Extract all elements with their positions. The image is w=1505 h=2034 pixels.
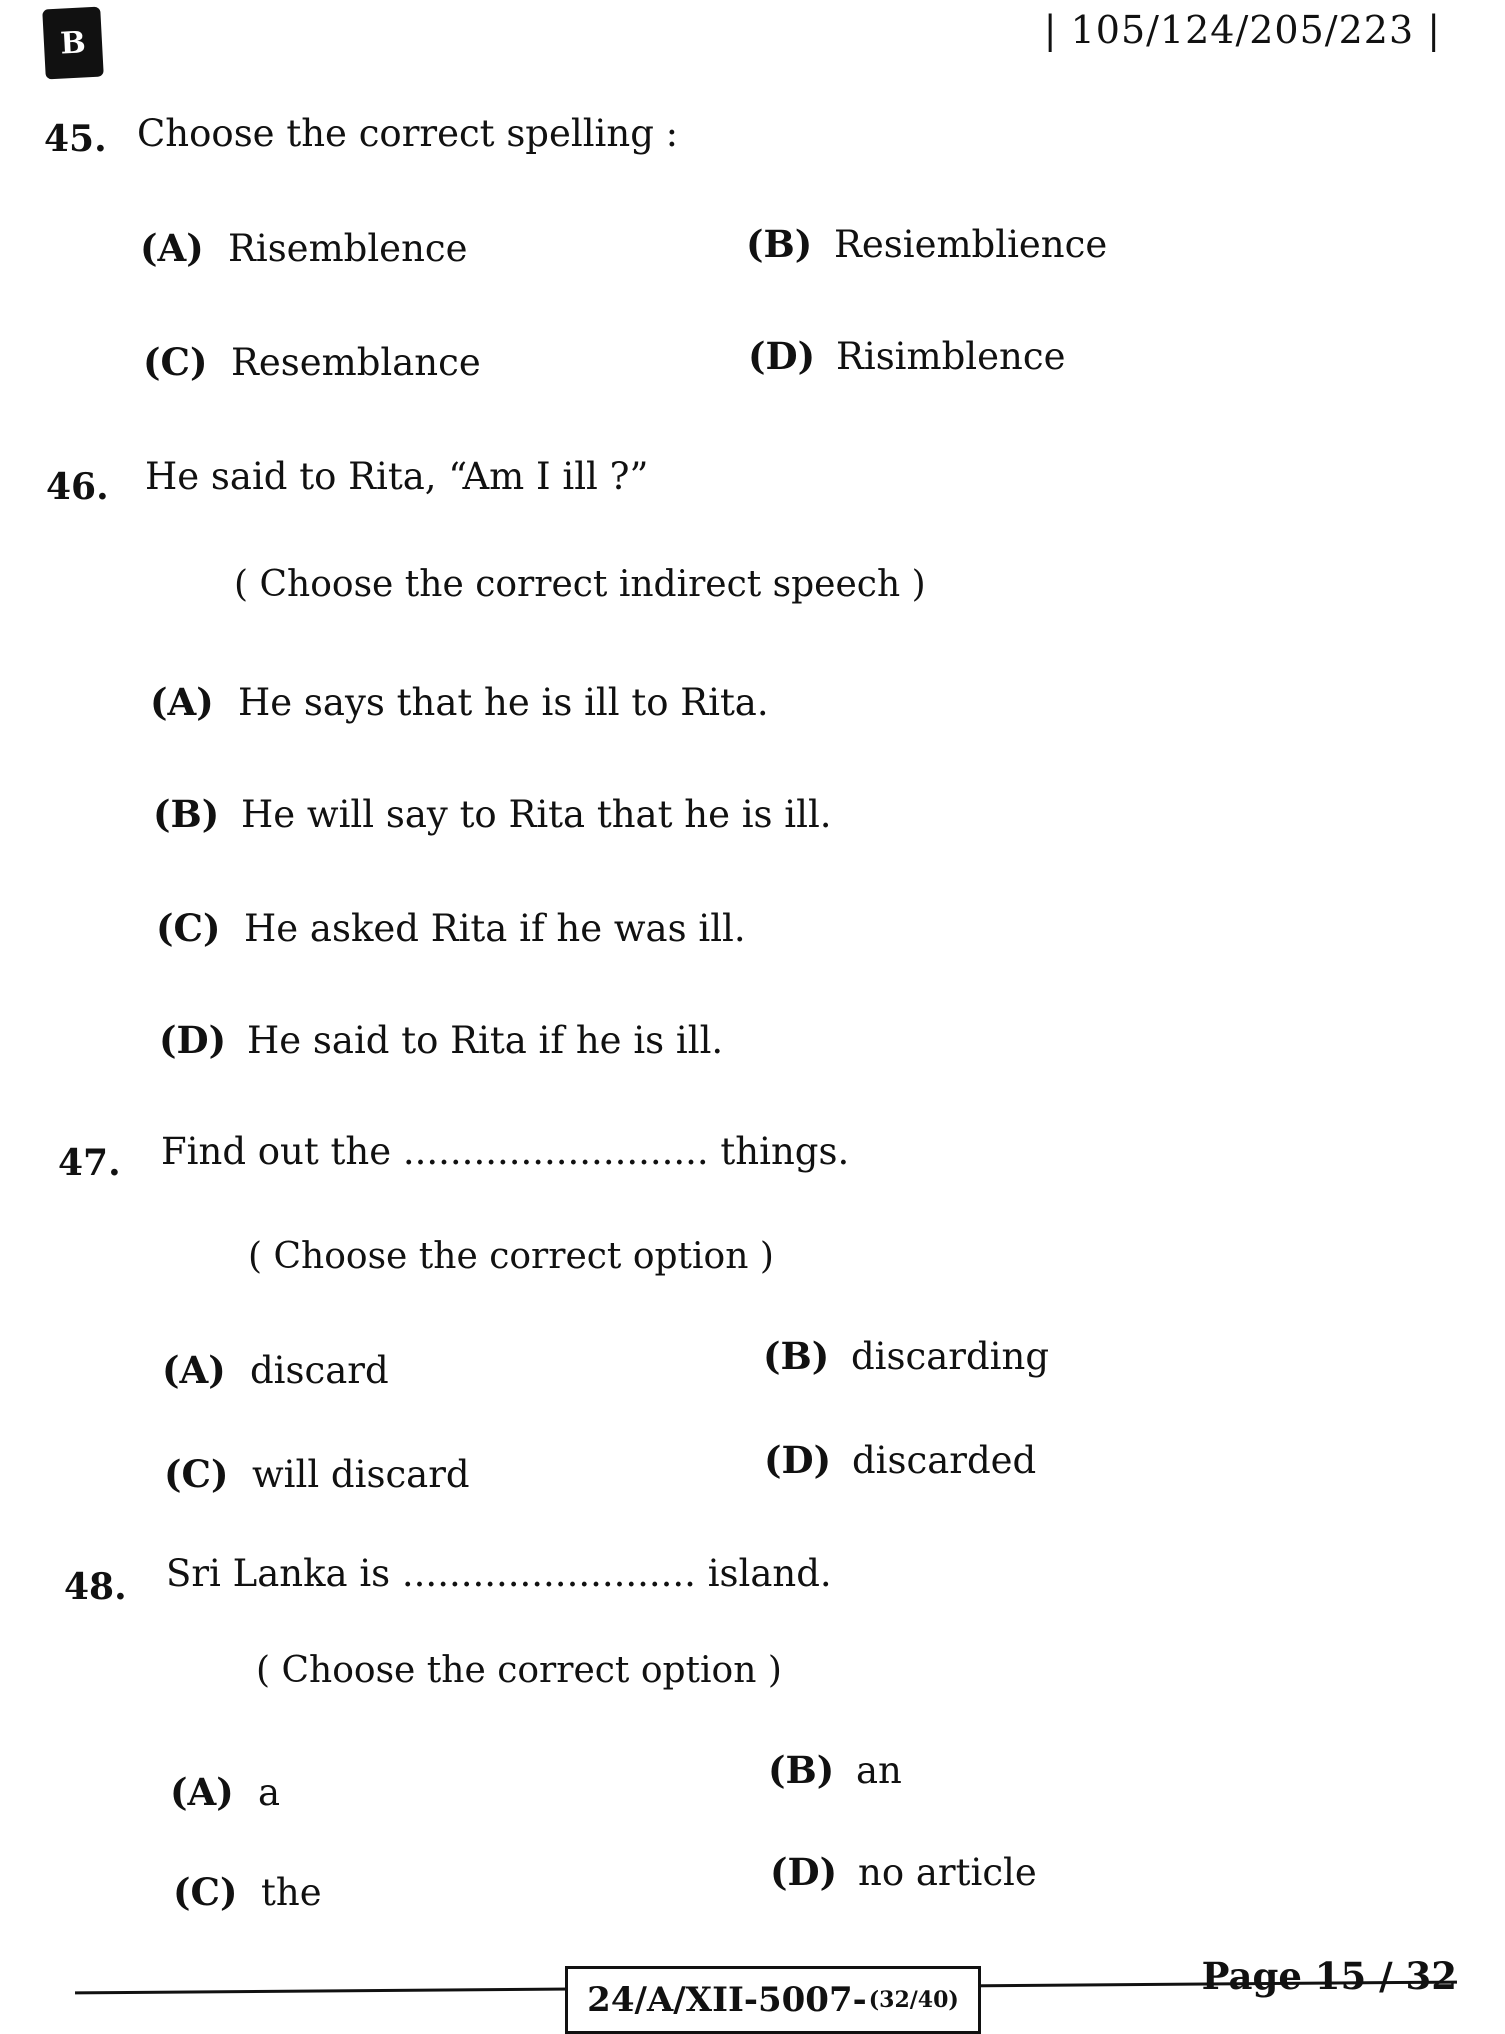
option-text: Resemblance: [231, 341, 481, 384]
option-label: (A): [150, 680, 214, 724]
option-text: Risemblence: [228, 227, 468, 270]
option-text: an: [856, 1749, 902, 1792]
option-text: He says that he is ill to Rita.: [238, 681, 769, 724]
question-number: 46.: [46, 466, 109, 508]
option-label: (C): [173, 1870, 238, 1914]
question-text: Choose the correct spelling :: [137, 112, 679, 155]
option-b: [768, 1748, 902, 1792]
option-text: Risimblence: [836, 335, 1066, 378]
option-b: [763, 1334, 1049, 1378]
option-label: (D): [748, 334, 816, 378]
option-text: discard: [250, 1349, 389, 1392]
option-text: He asked Rita if he was ill.: [244, 907, 746, 950]
option-label: (B): [746, 222, 813, 266]
option-label: (C): [143, 340, 208, 384]
option-text: the: [261, 1871, 322, 1914]
question-text: Find out the .......................... things.: [161, 1130, 850, 1173]
option-c: [173, 1870, 322, 1914]
question-text: He said to Rita, “Am I ill ?”: [145, 455, 649, 498]
option-label: (C): [164, 1452, 229, 1496]
option-b: [746, 222, 1107, 266]
option-label: (B): [768, 1748, 835, 1792]
option-a: [162, 1348, 389, 1392]
option-text: a: [258, 1771, 281, 1814]
option-text: will discard: [252, 1453, 470, 1496]
paper-codes: | 105/124/205/223 |: [1043, 8, 1441, 52]
option-a: [140, 226, 468, 270]
booklet-code-box: [565, 1966, 981, 2034]
question-number: 45.: [44, 118, 107, 160]
option-text: no article: [858, 1851, 1037, 1894]
option-c: [164, 1452, 470, 1496]
option-text: discarding: [851, 1335, 1050, 1378]
booklet-suffix: (32/40): [868, 1987, 959, 2013]
option-d: [159, 1018, 723, 1062]
option-c: [143, 340, 481, 384]
booklet-code: 24/A/XII-5007-: [587, 1980, 867, 2020]
question-number: 48.: [64, 1566, 127, 1608]
option-text: He said to Rita if he is ill.: [247, 1019, 724, 1062]
option-text: discarded: [852, 1439, 1037, 1482]
option-label: (D): [770, 1850, 838, 1894]
option-text: He will say to Rita that he is ill.: [241, 793, 832, 836]
option-label: (A): [140, 226, 204, 270]
option-b: [153, 792, 832, 836]
option-d: [748, 334, 1065, 378]
option-label: (A): [162, 1348, 226, 1392]
option-a: [170, 1770, 280, 1814]
series-badge: B: [42, 7, 104, 80]
option-label: (B): [153, 792, 220, 836]
option-c: [156, 906, 746, 950]
option-d: [764, 1438, 1036, 1482]
option-label: (D): [764, 1438, 832, 1482]
question-instruction: ( Choose the correct option ): [256, 1650, 782, 1691]
question-text: Sri Lanka is ......................... island.: [166, 1552, 832, 1595]
option-a: [150, 680, 769, 724]
question-instruction: ( Choose the correct indirect speech ): [234, 564, 926, 605]
option-label: (B): [763, 1334, 830, 1378]
question-number: 47.: [58, 1142, 121, 1184]
option-label: (A): [170, 1770, 234, 1814]
option-label: (D): [159, 1018, 227, 1062]
question-instruction: ( Choose the correct option ): [248, 1236, 774, 1277]
option-label: (C): [156, 906, 221, 950]
option-d: [770, 1850, 1037, 1894]
option-text: Resiemblience: [834, 223, 1108, 266]
page-number: Page 15 / 32: [1201, 1954, 1457, 1998]
